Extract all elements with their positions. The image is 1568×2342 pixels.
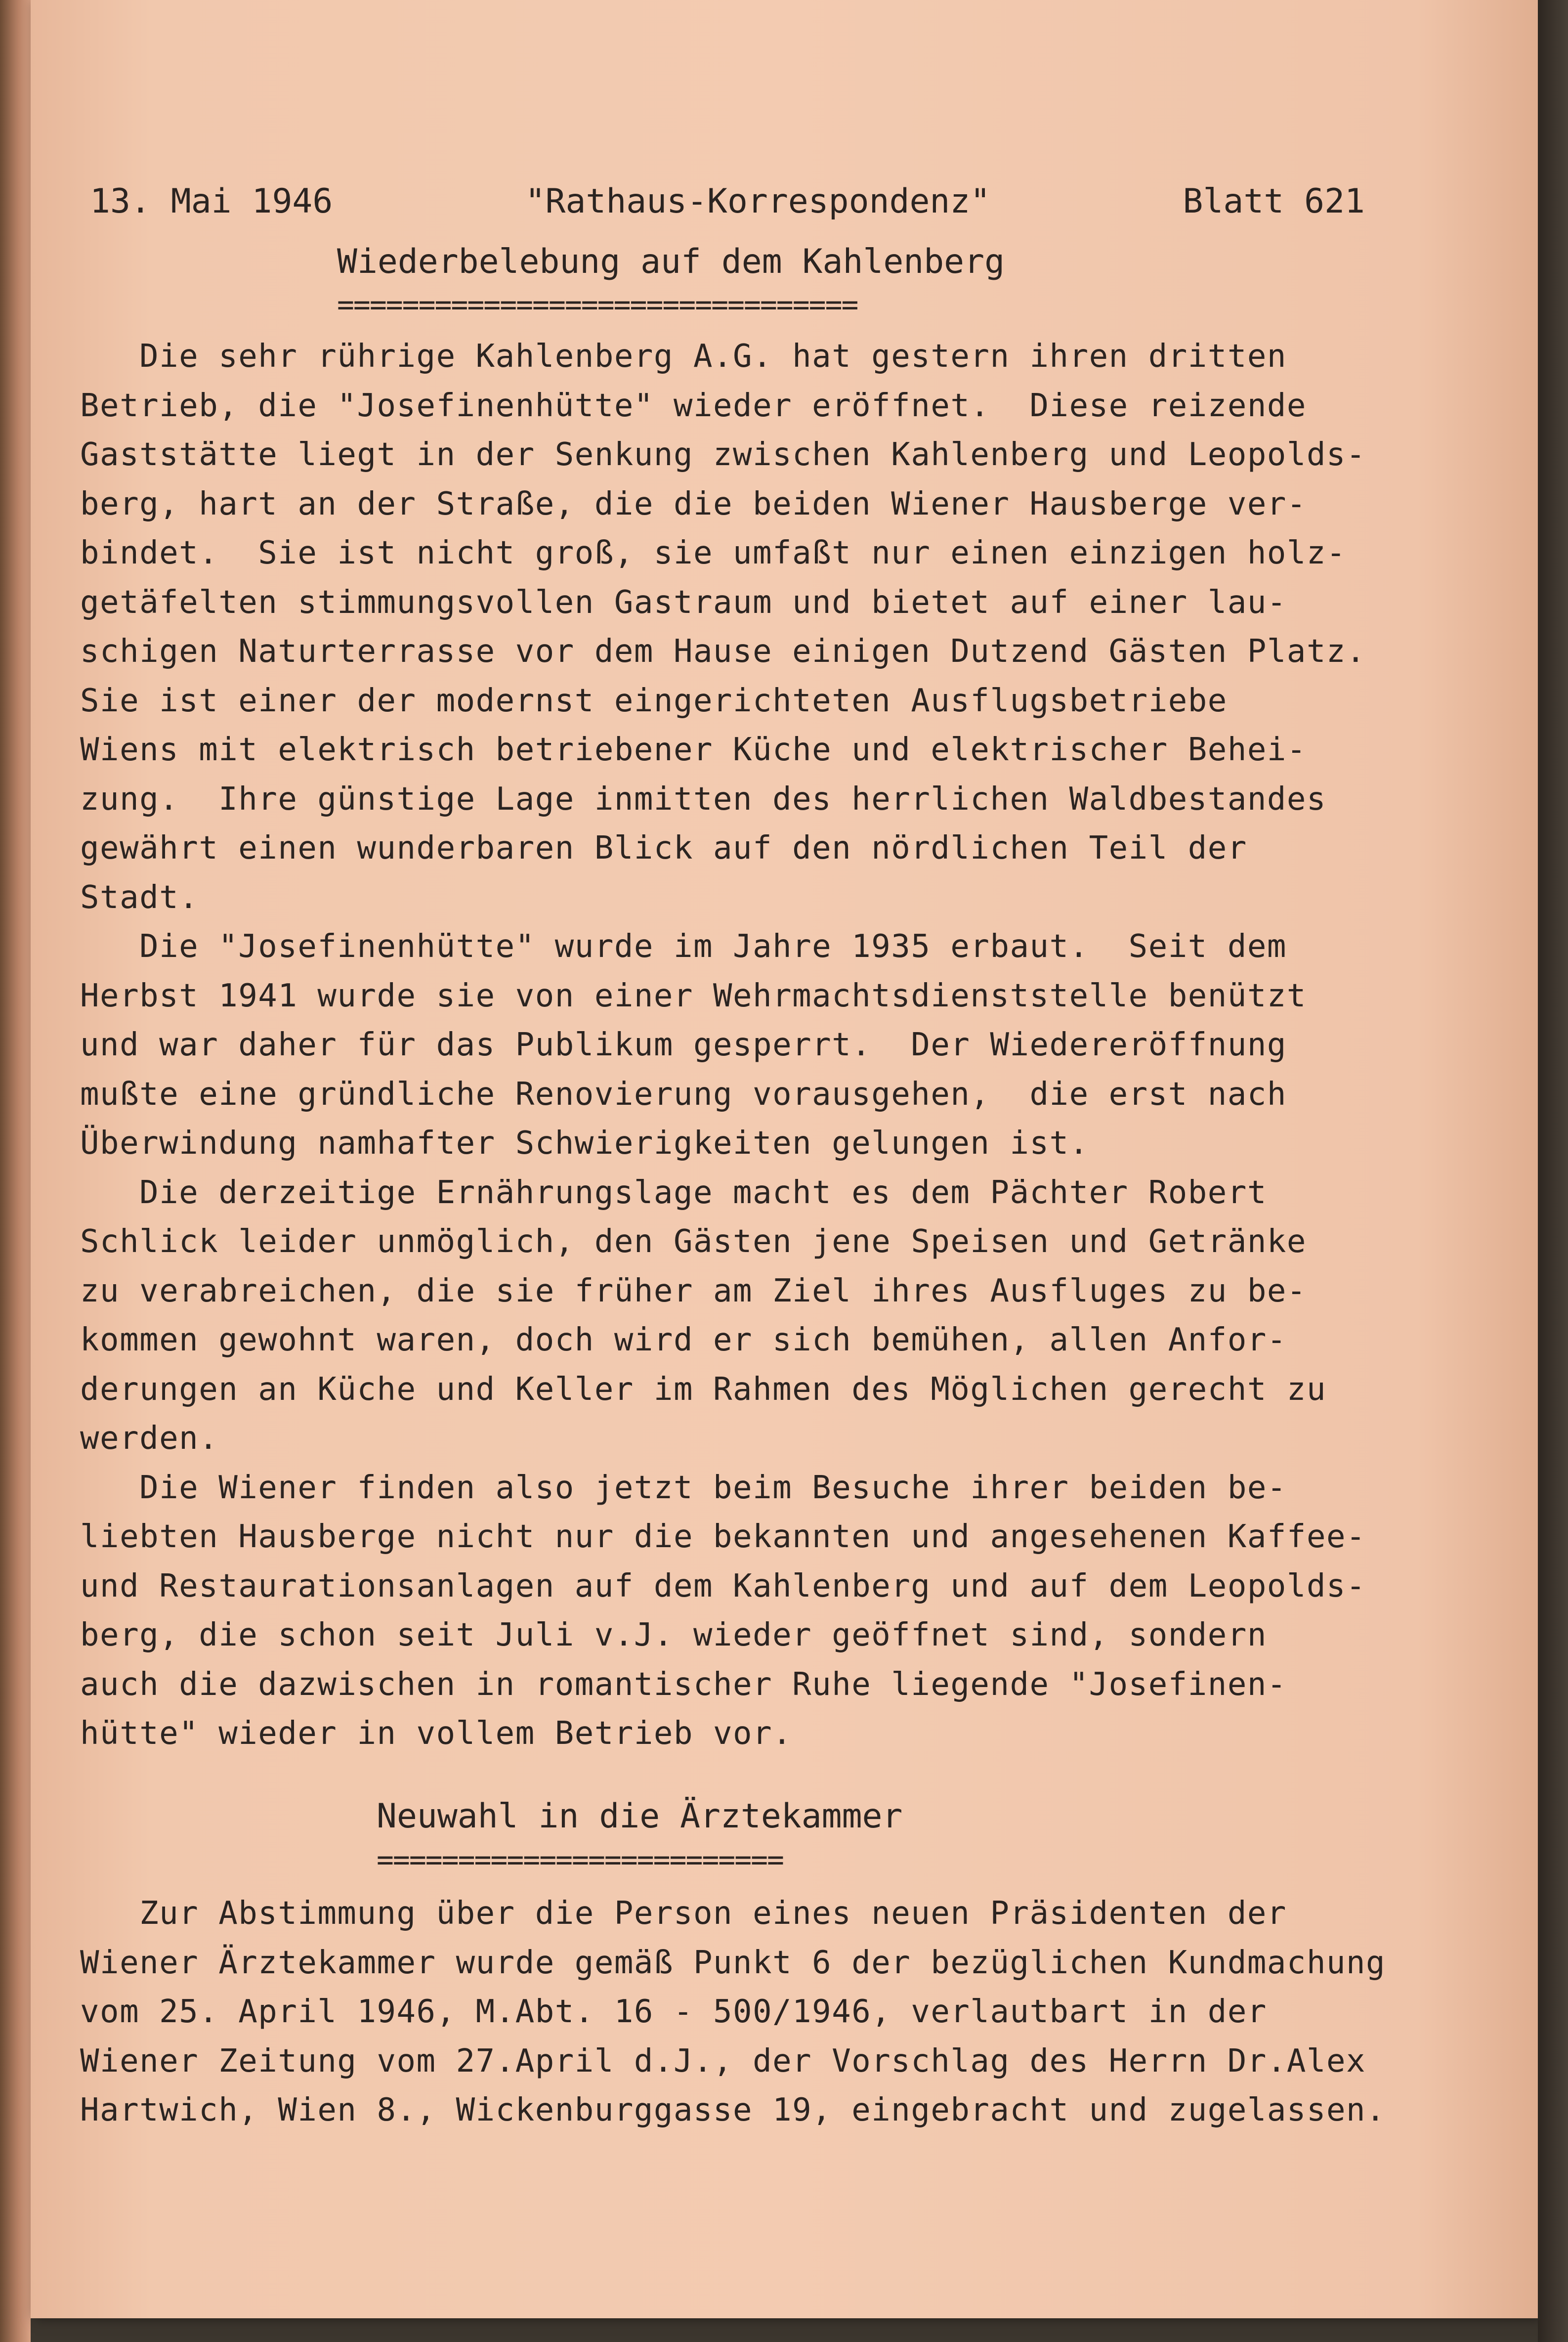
article1-title-underline: ================================ bbox=[337, 295, 858, 314]
text-line: liebten Hausberge nicht nur die bekannten und angesehenen Kaffee- bbox=[80, 1518, 1366, 1555]
article1-title: Wiederbelebung auf dem Kahlenberg bbox=[337, 242, 1005, 281]
article2-body bbox=[80, 1889, 1444, 2135]
text-line: Die Wiener finden also jetzt beim Besuche ihrer beiden be- bbox=[80, 1469, 1287, 1506]
header-publication: "Rathaus-Korrespondenz" bbox=[525, 182, 991, 221]
text-line: Gaststätte liegt in der Senkung zwischen Kahlenberg und Leopolds- bbox=[80, 436, 1366, 473]
text-line: Betrieb, die "Josefinenhütte" wieder eröffnet. Diese reizende bbox=[80, 387, 1307, 424]
text-line: schigen Naturterrasse vor dem Hause einigen Dutzend Gästen Platz. bbox=[80, 633, 1366, 670]
document-page bbox=[31, 0, 1538, 2318]
header-sheet-number: Blatt 621 bbox=[1183, 182, 1365, 221]
text-line: und Restaurationsanlagen auf dem Kahlenberg und auf dem Leopolds- bbox=[80, 1567, 1366, 1605]
text-line: hütte" wieder in vollem Betrieb vor. bbox=[80, 1715, 793, 1752]
text-line: bindet. Sie ist nicht groß, sie umfaßt nur einen einzigen holz- bbox=[80, 535, 1346, 571]
text-line: Die "Josefinenhütte" wurde im Jahre 1935 erbaut. Seit dem bbox=[80, 928, 1287, 965]
article1-body bbox=[80, 332, 1444, 1759]
text-line: berg, die schon seit Juli v.J. wieder geöffnet sind, sondern bbox=[80, 1617, 1267, 1653]
text-line: Zur Abstimmung über die Person eines neuen Präsidenten der bbox=[80, 1895, 1287, 1932]
article2-title-underline: ========================= bbox=[377, 1850, 783, 1869]
text-line: werden. bbox=[80, 1420, 219, 1457]
text-line: mußte eine gründliche Renovierung vorausgehen, die erst nach bbox=[80, 1076, 1287, 1113]
text-line: Herbst 1941 wurde sie von einer Wehrmachtsdienststelle benützt bbox=[80, 977, 1307, 1014]
text-line: kommen gewohnt waren, doch wird er sich bemühen, allen Anfor- bbox=[80, 1322, 1287, 1358]
text-line: auch die dazwischen in romantischer Ruhe liegende "Josefinen- bbox=[80, 1666, 1287, 1703]
text-line: Wiener Zeitung vom 27.April d.J., der Vorschlag des Herrn Dr.Alex bbox=[80, 2042, 1366, 2080]
book-binding bbox=[0, 0, 31, 2342]
text-line: Schlick leider unmöglich, den Gästen jene Speisen und Getränke bbox=[80, 1223, 1307, 1260]
article2-title: Neuwahl in die Ärztekammer bbox=[377, 1797, 903, 1836]
text-line: berg, hart an der Straße, die die beiden Wiener Hausberge ver- bbox=[80, 485, 1307, 522]
text-line: Wiener Ärztekammer wurde gemäß Punkt 6 der bezüglichen Kundmachung bbox=[80, 1944, 1386, 1981]
text-line: Stadt. bbox=[80, 879, 199, 916]
text-line: Die sehr rührige Kahlenberg A.G. hat gestern ihren dritten bbox=[80, 338, 1287, 375]
text-line: gewährt einen wunderbaren Blick auf den nördlichen Teil der bbox=[80, 830, 1247, 867]
text-line: und war daher für das Publikum gesperrt. Der Wiedereröffnung bbox=[80, 1027, 1287, 1063]
text-line: Wiens mit elektrisch betriebener Küche und elektrischer Behei- bbox=[80, 732, 1307, 768]
text-line: Hartwich, Wien 8., Wickenburggasse 19, eingebracht und zugelassen. bbox=[80, 2092, 1386, 2128]
text-line: vom 25. April 1946, M.Abt. 16 - 500/1946, verlautbart in der bbox=[80, 1994, 1267, 2030]
text-line: derungen an Küche und Keller im Rahmen des Möglichen gerecht zu bbox=[80, 1371, 1326, 1408]
page-header bbox=[90, 182, 1365, 221]
text-line: Sie ist einer der modernst eingerichteten Ausflugsbetriebe bbox=[80, 682, 1228, 719]
text-line: zu verabreichen, die sie früher am Ziel ihres Ausfluges zu be- bbox=[80, 1272, 1307, 1309]
text-line: Überwindung namhafter Schwierigkeiten gelungen ist. bbox=[80, 1125, 1089, 1162]
text-line: getäfelten stimmungsvollen Gastraum und bietet auf einer lau- bbox=[80, 584, 1287, 621]
page-edge-shadow bbox=[1538, 0, 1568, 2342]
header-date: 13. Mai 1946 bbox=[90, 182, 333, 221]
text-line: zung. Ihre günstige Lage inmitten des herrlichen Waldbestandes bbox=[80, 781, 1326, 818]
text-line: Die derzeitige Ernährungslage macht es dem Pächter Robert bbox=[80, 1174, 1267, 1211]
